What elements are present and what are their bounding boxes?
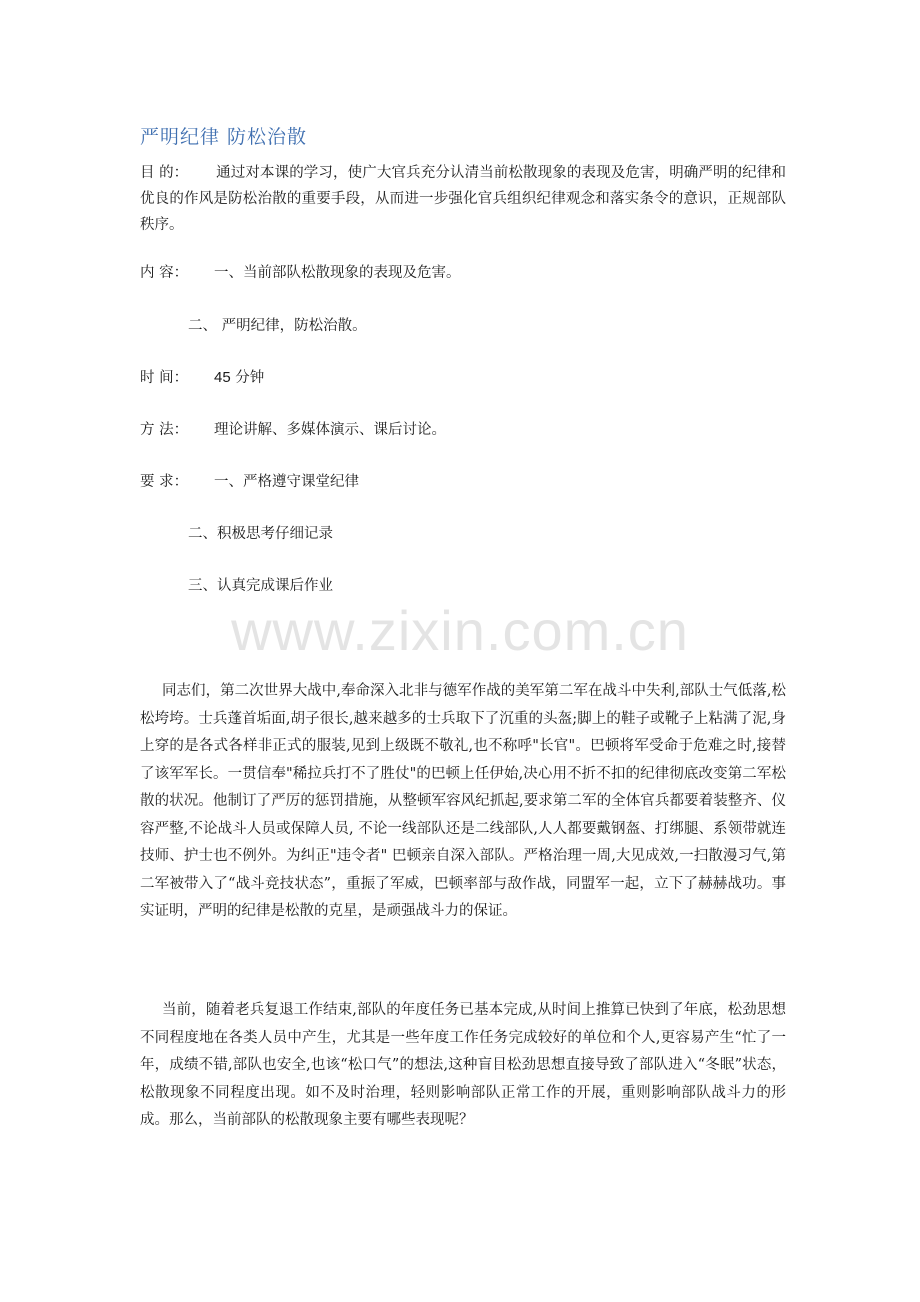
content-item-2: 二、 严明纪律，防松治散。	[188, 318, 367, 334]
requirements-label: 要 求：	[140, 474, 189, 490]
time-unit: 分钟	[235, 370, 265, 386]
document-title: 严明纪律 防松治散	[140, 126, 308, 148]
time-row	[140, 367, 264, 389]
requirements-row	[140, 471, 359, 493]
body-paragraph-1: 同志们，第二次世界大战中,奉命深入北非与德军作战的美军第二军在战斗中失利,部队士气低落,松松垮垮。士兵蓬首垢面,胡子很长,越来越多的士兵取下了沉重的头盔;脚上的鞋子或靴子上粘满了泥,身上穿的是各式各样非正式的服装,见到上级既不敬礼,也不称呼"长官"。巴顿将军受命于危难之时,接替了该军军长。一贯信奉"稀拉兵打不了胜仗"的巴顿上任伊始,决心用不折不扣的纪律彻底改变第二军松散的状况。他制订了严厉的惩罚措施，从整顿军容风纪抓起,要求第二军的全体官兵都要着装整齐、仪容严整,不论战斗人员或保障人员, 不论一线部队还是二线部队,人人都要戴钢盔、打绑腿、系领带就连技师、护士也不例外。为纠正"违令者" 巴顿亲自深入部队。严格治理一周,大见成效,一扫散漫习气,第二军被带入了“战斗竞技状态”，重振了军威，巴顿率部与敌作战，同盟军一起，立下了赫赫战功。事实证明，严明的纪律是松散的克星，是顽强战斗力的保证。	[140, 683, 786, 919]
requirement-item-2-row	[188, 523, 333, 545]
requirement-item-3: 三、认真完成课后作业	[188, 578, 333, 594]
content-label: 内 容：	[140, 265, 189, 281]
watermark: www.zixin.com.cn	[231, 599, 689, 662]
time-value: 45	[214, 369, 231, 386]
method-row	[140, 419, 446, 441]
body-paragraph-2: 当前，随着老兵复退工作结束,部队的年度任务已基本完成,从时间上推算已快到了年底，松劲思想不同程度地在各类人员中产生，尤其是一些年度工作任务完成较好的单位和个人,更容易产生“忙了一年，成绩不错,部队也安全,也该“松口气”的想法,这种盲目松劲思想直接导致了部队进入“冬眠”状态，松散现象不同程度出现。如不及时治理，轻则影响部队正常工作的开展，重则影响部队战斗力的形成。那么，当前部队的松散现象主要有哪些表现呢？	[140, 1002, 786, 1128]
time-label: 时 间：	[140, 370, 189, 386]
method-value: 理论讲解、多媒体演示、课后讨论。	[214, 422, 446, 438]
requirement-item-1: 一、严格遵守课堂纪律	[214, 474, 359, 490]
requirement-item-3-row	[188, 575, 333, 597]
purpose-section	[140, 160, 786, 238]
purpose-label: 目 的：	[140, 165, 189, 181]
content-row	[140, 262, 461, 284]
content-item-2-row	[188, 315, 367, 337]
purpose-text: 通过对本课的学习，使广大官兵充分认清当前松散现象的表现及危害，明确严明的纪律和优良的作风是防松治散的重要手段，从而进一步强化官兵组织纪律观念和落实条令的意识，正规部队秩序。	[140, 165, 786, 233]
requirement-item-2: 二、积极思考仔细记录	[188, 526, 333, 542]
method-label: 方 法：	[140, 422, 189, 438]
content-item-1: 一、当前部队松散现象的表现及危害。	[214, 265, 461, 281]
